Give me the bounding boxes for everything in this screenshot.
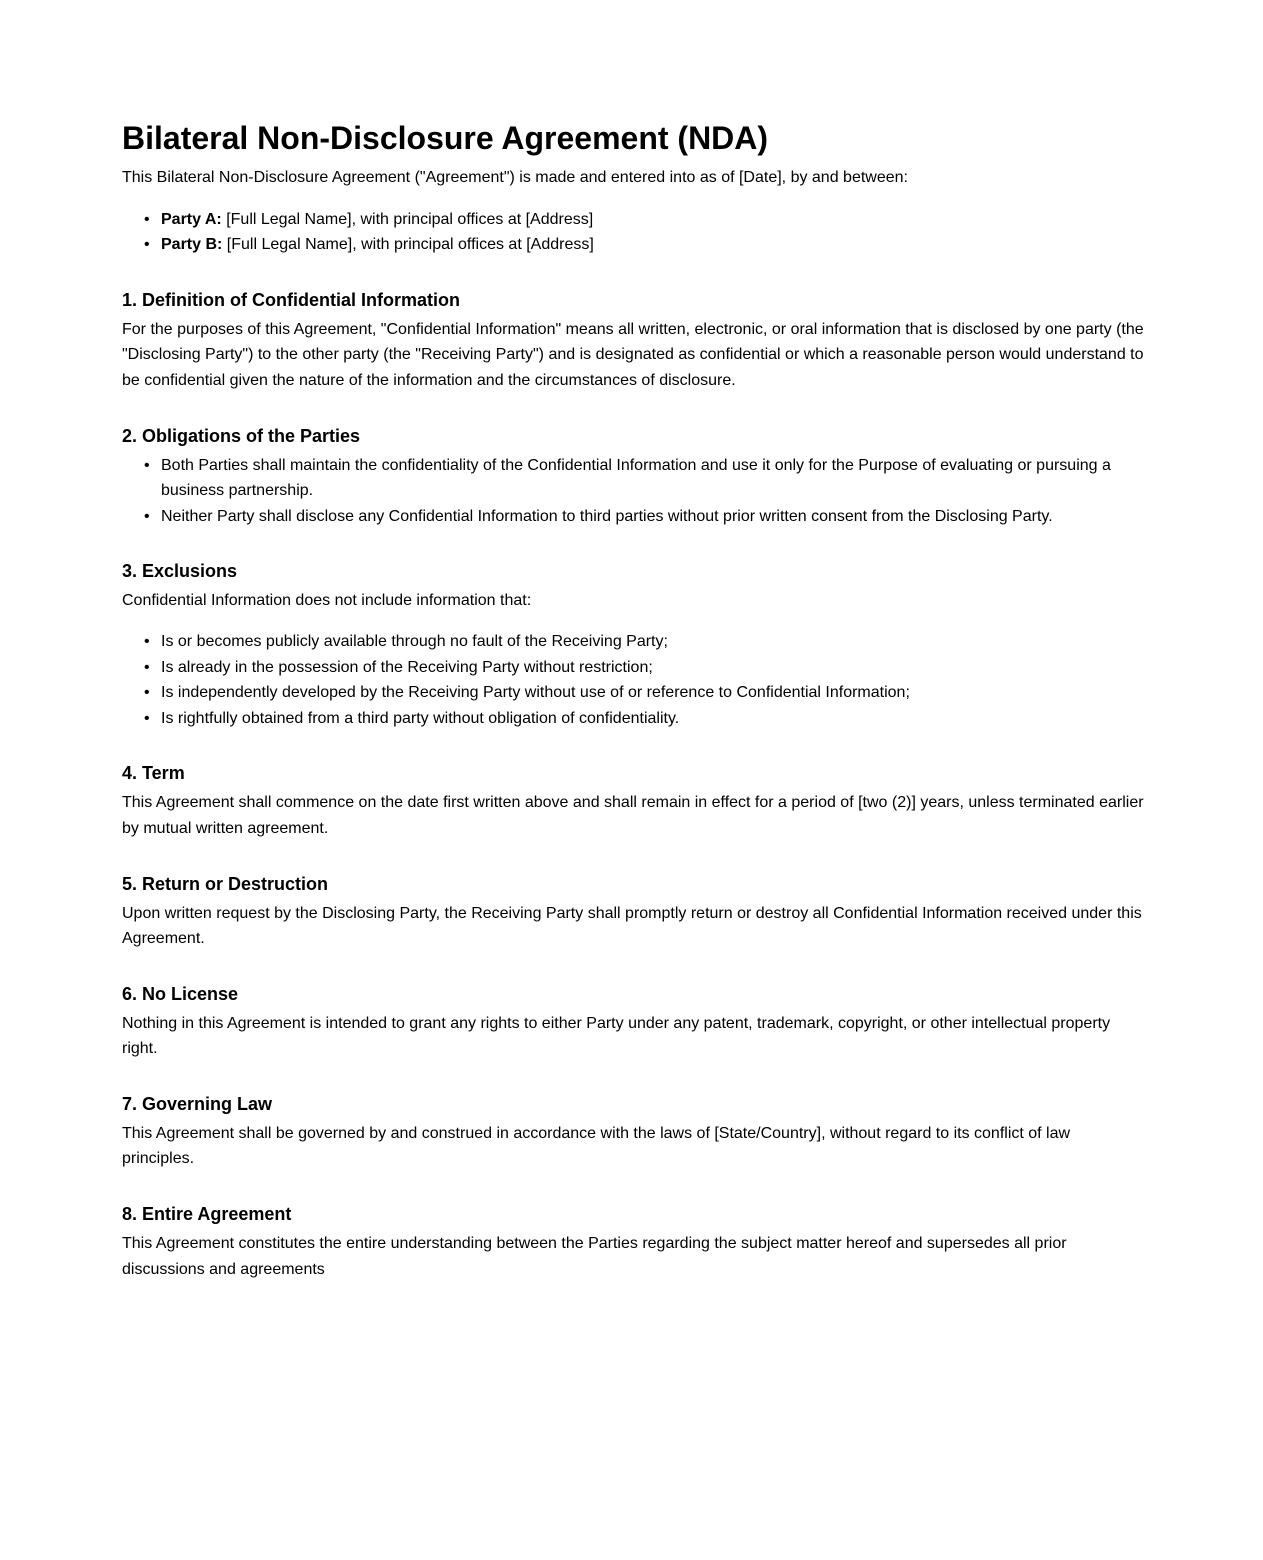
section-body: This Agreement shall be governed by and construed in accordance with the laws of [State/Country], without regard to its conflict of law principles. [122, 1124, 1071, 1168]
section-heading: 7. Governing Law [122, 1093, 273, 1114]
section-term [122, 760, 1144, 841]
party-a-item [144, 207, 1144, 233]
party-a-label: Party A: [161, 210, 222, 228]
list-item [144, 680, 1144, 706]
list-item-text: Is or becomes publicly available through no fault of the Receiving Party; [161, 632, 668, 650]
section-heading: 5. Return or Destruction [122, 873, 329, 894]
document-title: Bilateral Non-Disclosure Agreement (NDA) [122, 120, 769, 156]
section-obligations [122, 423, 1144, 530]
section-heading: 4. Term [122, 763, 185, 784]
section-body: This Agreement shall commence on the date first written above and shall remain in effect for a period of [two (2)] years, unless terminated earlier by mutual written agreement. [122, 794, 1144, 837]
obligations-list [122, 453, 1144, 530]
section-body: Confidential Information does not include information that: [122, 592, 532, 610]
list-item-text: Is independently developed by the Receiving Party without use of or reference to Confidential Information; [161, 684, 910, 702]
section-governing-law [122, 1091, 1144, 1172]
section-body: Upon written request by the Disclosing Party, the Receiving Party shall promptly return or destroy all Confidential Information received under this Agreement. [122, 904, 1142, 948]
list-item [144, 453, 1144, 504]
intro-paragraph: This Bilateral Non-Disclosure Agreement ("Agreement") is made and entered into as of [Date], by and between: [122, 169, 908, 186]
list-item-text: Neither Party shall disclose any Confidential Information to third parties without prior written consent from the Disclosing Party. [161, 507, 1053, 525]
bullet-icon: • [144, 236, 150, 254]
list-item-text: Both Parties shall maintain the confidentiality of the Confidential Information and use it only for the Purpose of evaluating or pursuing a business partnership. [161, 456, 1111, 500]
list-item-text: Is already in the possession of the Receiving Party without restriction; [161, 658, 653, 676]
section-entire-agreement [122, 1201, 1144, 1282]
bullet-icon: • [144, 709, 150, 727]
section-heading: 1. Definition of Confidential Information [122, 289, 460, 310]
section-exclusions [122, 558, 1144, 731]
section-definition [122, 287, 1144, 394]
section-return-or-destruction [122, 871, 1144, 952]
bullet-icon: • [144, 684, 150, 702]
section-heading: 3. Exclusions [122, 561, 238, 582]
party-b-label: Party B: [161, 236, 223, 254]
section-heading: 2. Obligations of the Parties [122, 425, 361, 446]
bullet-icon: • [144, 210, 150, 228]
list-item [144, 504, 1144, 530]
list-item [144, 629, 1144, 655]
section-heading: 6. No License [122, 983, 239, 1004]
list-item-text: Is rightfully obtained from a third party without obligation of confidentiality. [161, 709, 680, 727]
party-b-text: [Full Legal Name], with principal offices at [Address] [222, 236, 594, 254]
parties-list [122, 207, 1144, 258]
bullet-icon: • [144, 658, 150, 676]
bullet-icon: • [144, 456, 150, 474]
bullet-icon: • [144, 632, 150, 650]
exclusions-list [122, 629, 1144, 731]
bullet-icon: • [144, 507, 150, 525]
list-item [144, 655, 1144, 681]
section-body: This Agreement constitutes the entire understanding between the Parties regarding the subject matter hereof and supersedes all prior discussions and agreements [122, 1235, 1067, 1278]
section-no-license [122, 981, 1144, 1062]
section-body: Nothing in this Agreement is intended to grant any rights to either Party under any patent, trademark, copyright, or other intellectual property right. [122, 1014, 1111, 1058]
nda-document [122, 112, 1144, 1298]
section-body: For the purposes of this Agreement, "Confidential Information" means all written, electronic, or oral information that is disclosed by one party (the "Disclosing Party") to the other party (the "Receiving Party") and is designated as confidential or which a reasonable person would understand to be confidential given the nature of the information and the circumstances of disclosure. [122, 320, 1144, 389]
section-heading: 8. Entire Agreement [122, 1204, 292, 1225]
list-item [144, 706, 1144, 732]
party-b-item [144, 232, 1144, 258]
party-a-text: [Full Legal Name], with principal offices at [Address] [221, 210, 594, 228]
